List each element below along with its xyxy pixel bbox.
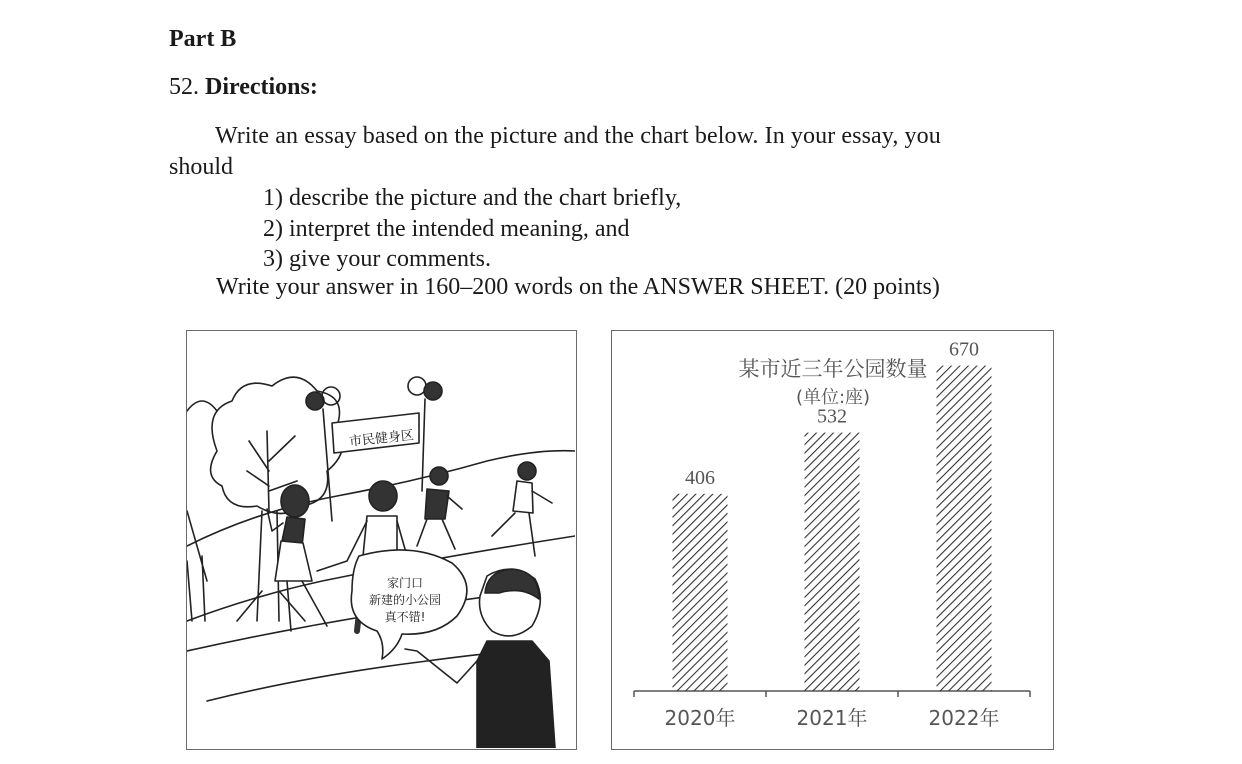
runner-figures	[417, 462, 552, 556]
list-item: 3) give your comments.	[263, 246, 491, 272]
answer-instruction: Write your answer in 160–200 words on the ANSWER SHEET. (20 points)	[216, 274, 940, 300]
question-number: 52.	[169, 74, 199, 100]
tick-label: 2021年	[796, 706, 868, 730]
part-title: Part B	[169, 26, 237, 52]
chart-title: 某市近三年公园数量	[738, 357, 928, 381]
chart-subtitle: (单位:座)	[795, 387, 871, 408]
chart-canvas	[612, 331, 1052, 748]
speech-line: 真不错!	[384, 610, 426, 624]
cartoon-illustration	[187, 331, 575, 748]
path-line	[207, 651, 517, 701]
tick-label: 2022年	[928, 706, 1000, 730]
instructions-line-1: Write an essay based on the picture and the chart below. In your essay, you	[215, 123, 941, 149]
bar-chart	[611, 330, 1054, 750]
list-item: 2) interpret the intended meaning, and	[263, 215, 630, 242]
data-label: 406	[685, 466, 715, 489]
directions-label: Directions:	[205, 74, 318, 100]
instructions-list	[263, 183, 681, 275]
data-label: 532	[817, 405, 847, 428]
bar	[937, 366, 992, 691]
speech-line: 新建的小公园	[368, 593, 442, 607]
balloon-icon	[424, 382, 442, 400]
bar	[673, 494, 728, 691]
instructions-paragraph	[169, 121, 1049, 183]
cartoon-picture	[186, 330, 577, 750]
instructions-line-2: should	[169, 154, 234, 180]
question-header	[169, 74, 318, 101]
speech-line: 家门口	[386, 576, 424, 590]
sign-text: 市民健身区	[348, 428, 415, 450]
bar	[805, 433, 860, 691]
list-item: 1) describe the picture and the chart briefly,	[263, 185, 682, 211]
data-label: 670	[949, 338, 979, 361]
tick-label: 2020年	[664, 706, 736, 730]
